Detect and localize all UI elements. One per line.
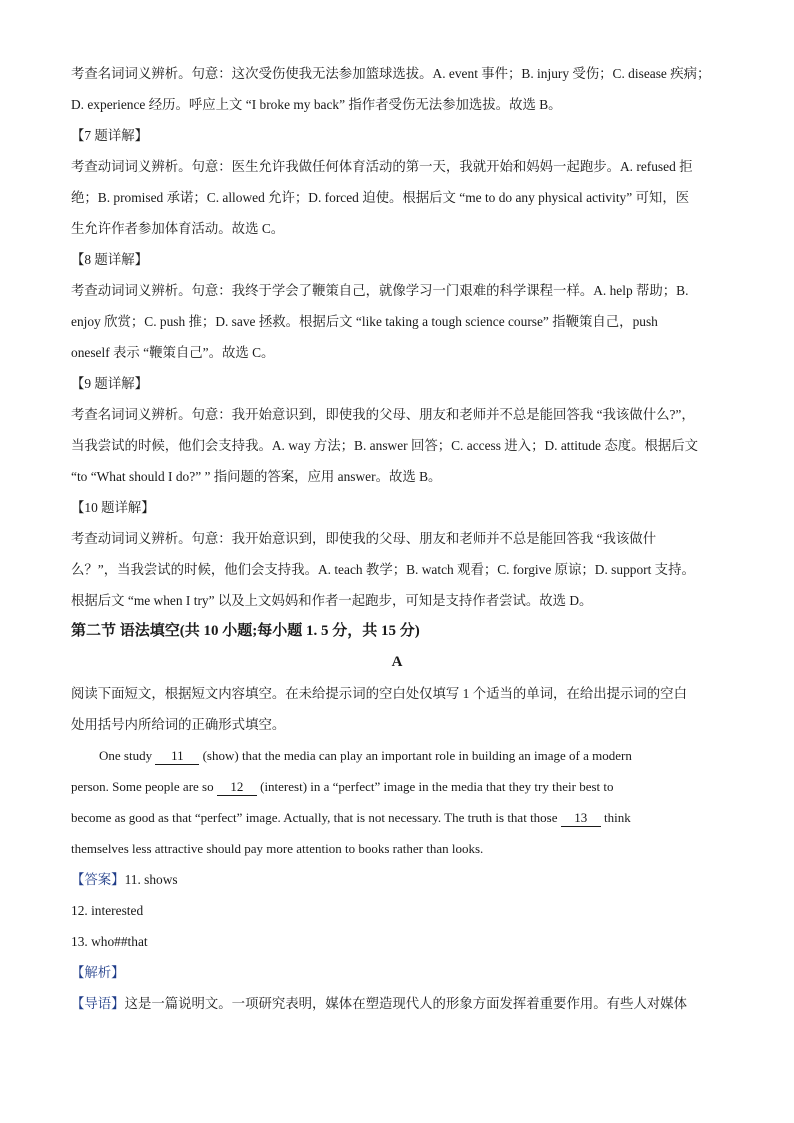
text-line: 考查动词词义辨析。句意：我终于学会了鞭策自己，就像学习一门艰难的科学课程一样。A. help 帮助；B. xyxy=(71,283,689,298)
answer-line xyxy=(71,864,723,895)
text-line: 生允许作者参加体育活动。故选 C。 xyxy=(71,221,285,236)
blank-11: 11 xyxy=(155,748,199,765)
text-line: oneself 表示 “鞭策自己”。故选 C。 xyxy=(71,345,275,360)
guide-tag: 【导语】 xyxy=(71,996,125,1011)
passage-text: (interest) in a “perfect” image in the media that they try their best to xyxy=(256,779,614,794)
text-line: 绝；B. promised 承诺；C. allowed 允许；D. forced 迫使。根据后文 “me to do any physical activity” 可知，医 xyxy=(71,190,690,205)
document-page xyxy=(71,58,723,1019)
section-heading: 第二节 语法填空(共 10 小题;每小题 1. 5 分，共 15 分) xyxy=(71,623,420,639)
question-10-heading: 【10 题详解】 xyxy=(71,500,155,515)
passage-line xyxy=(71,740,723,771)
question-7-heading: 【7 题详解】 xyxy=(71,128,148,143)
passage-line: themselves less attractive should pay more attention to books rather than looks. xyxy=(71,841,484,856)
analysis-tag: 【解析】 xyxy=(71,965,125,980)
guide-line xyxy=(71,988,723,1019)
text-line: 么？”，当我尝试的时候，他们会支持我。A. teach 教学；B. watch 观看；C. forgive 原谅；D. support 支持。 xyxy=(71,562,695,577)
passage-line xyxy=(71,802,723,833)
text-line: 考查名词词义辨析。句意：这次受伤使我无法参加篮球选拔。A. event 事件；B. injury 受伤；C. disease 疾病； xyxy=(71,66,711,81)
blank-12: 12 xyxy=(217,779,257,796)
question-8-heading: 【8 题详解】 xyxy=(71,252,148,267)
text-line: D. experience 经历。呼应上文 “I broke my back” 指作者受伤无法参加选拔。故选 B。 xyxy=(71,97,562,112)
answer-12: 12. interested xyxy=(71,903,144,918)
text-line: 考查动词词义辨析。句意：医生允许我做任何体育活动的第一天，我就开始和妈妈一起跑步。A. refused 拒 xyxy=(71,159,693,174)
answer-11: 11. shows xyxy=(124,872,178,887)
guide-text: 这是一篇说明文。一项研究表明，媒体在塑造现代人的形象方面发挥着重要作用。有些人对媒体 xyxy=(124,996,687,1011)
question-9-heading: 【9 题详解】 xyxy=(71,376,148,391)
passage-text: One study xyxy=(99,748,156,763)
passage-text: (show) that the media can play an important role in building an image of a modern xyxy=(199,748,632,763)
text-line: 根据后文 “me when I try” 以及上文妈妈和作者一起跑步，可知是支持作者尝试。故选 D。 xyxy=(71,593,593,608)
text-line: enjoy 欣赏；C. push 推；D. save 拯救。根据后文 “like taking a tough science course” 指鞭策自己，push xyxy=(71,314,658,329)
passage-text: person. Some people are so xyxy=(71,779,217,794)
text-line: 当我尝试的时候，他们会支持我。A. way 方法；B. answer 回答；C. access 进入；D. attitude 态度。根据后文 xyxy=(71,438,699,453)
passage-text: think xyxy=(600,810,631,825)
instruction-line: 阅读下面短文，根据短文内容填空。在未给提示词的空白处仅填写 1 个适当的单词，在给出提示词的空白 xyxy=(71,686,687,701)
text-line: 考查动词词义辨析。句意：我开始意识到，即使我的父母、朋友和老师并不总是能回答我 “我该做什 xyxy=(71,531,657,546)
text-line: “to “What should I do?” ” 指问题的答案，应用 answer。故选 B。 xyxy=(71,469,442,484)
passage-line xyxy=(71,771,723,802)
passage-text: become as good as that “perfect” image. Actually, that is not necessary. The truth is that those xyxy=(71,810,561,825)
text-line: 考查名词词义辨析。句意：我开始意识到，即使我的父母、朋友和老师并不总是能回答我 “我该做什么?”， xyxy=(71,407,695,422)
blank-13: 13 xyxy=(561,810,601,827)
answer-tag: 【答案】 xyxy=(71,872,125,887)
answer-13: 13. who##that xyxy=(71,934,148,949)
section-letter: A xyxy=(391,654,403,670)
instruction-line: 处用括号内所给词的正确形式填空。 xyxy=(71,717,286,732)
